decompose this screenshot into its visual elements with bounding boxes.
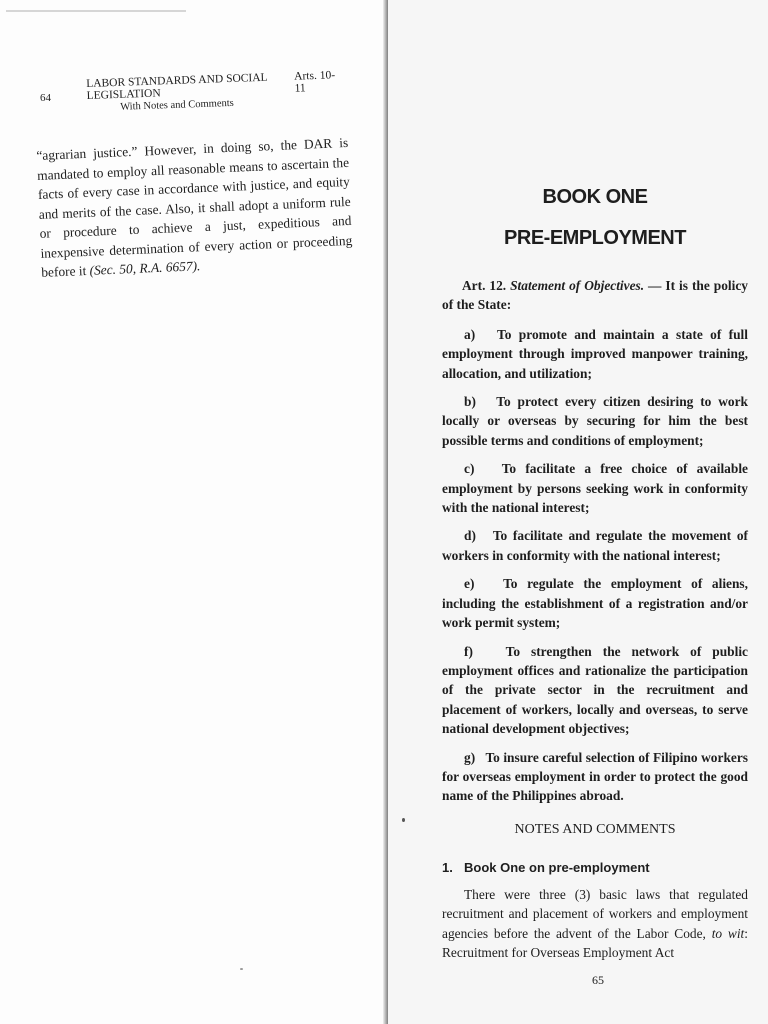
running-header-subtitle: With Notes and Comments — [120, 97, 234, 113]
left-page-number: 64 — [40, 92, 51, 104]
objective-item: f) To strengthen the network of public employment offices and rationalize the participation of the private sector in the recruitment and placement of workers, locally and overseas, to serve national development objectives; — [442, 643, 748, 737]
left-running-header — [86, 69, 337, 114]
section-heading: 1. Book One on pre-employment — [442, 859, 650, 875]
objective-item: g) To insure careful selection of Filipino workers for overseas employment in order to protect the good name of the Philippines abroad. — [442, 749, 748, 804]
notes-heading: NOTES AND COMMENTS — [514, 821, 676, 837]
left-citation: (Sec. 50, R.A. 6657). — [89, 258, 201, 278]
article-heading: Statement of Objectives. — [510, 278, 645, 293]
running-header-title: LABOR STANDARDS AND SOCIAL LEGISLATION — [86, 71, 268, 102]
book-subtitle: PRE-EMPLOYMENT — [504, 227, 686, 249]
objective-item: d) To facilitate and regulate the movement of workers in conformity with the national interest; — [442, 528, 748, 563]
objective-item: b) To protect every citizen desiring to work locally or overseas by securing for him the best possible terms and conditions of employment; — [442, 394, 748, 448]
running-header-articles: Arts. 10-11 — [293, 69, 336, 95]
objective-item: c) To facilitate a free choice of available employment by persons seeking work in conformity with the national interest; — [442, 461, 748, 516]
right-page-number: 65 — [592, 973, 604, 987]
scan-speck — [402, 818, 405, 822]
objective-item: e) To regulate the employment of aliens, including the establishment of a registration and/or work permit system; — [442, 576, 748, 631]
section-body: There were three (3) basic laws that regulated recruitment and placement of workers and employment agencies before the advent of the Labor Code, to wit: Recruitment for Overseas Employment Act — [442, 886, 748, 960]
article-intro: Art. 12. Statement of Objectives. — It is the policy of the State: — [442, 278, 748, 313]
book-title: BOOK ONE — [542, 186, 648, 208]
article-12 — [442, 276, 748, 806]
objective-item: a) To promote and maintain a state of full employment through improved manpower training, allocation, and utilization; — [442, 326, 748, 381]
right-page-content — [442, 180, 748, 962]
scan-speck — [240, 968, 243, 970]
left-body-text: “agrarian justice.” However, in doing so, the DAR is mandated to employ all reasonable means to ascertain the facts of every case in accordance with justice, and equity and merits of the case. Also, it shall adopt a uniform rule or procedure to achieve a just, expeditious and inexpensive determination of every action or proceeding before it — [36, 134, 353, 280]
left-body-paragraph — [36, 133, 353, 282]
scan-edge-line — [6, 10, 186, 12]
